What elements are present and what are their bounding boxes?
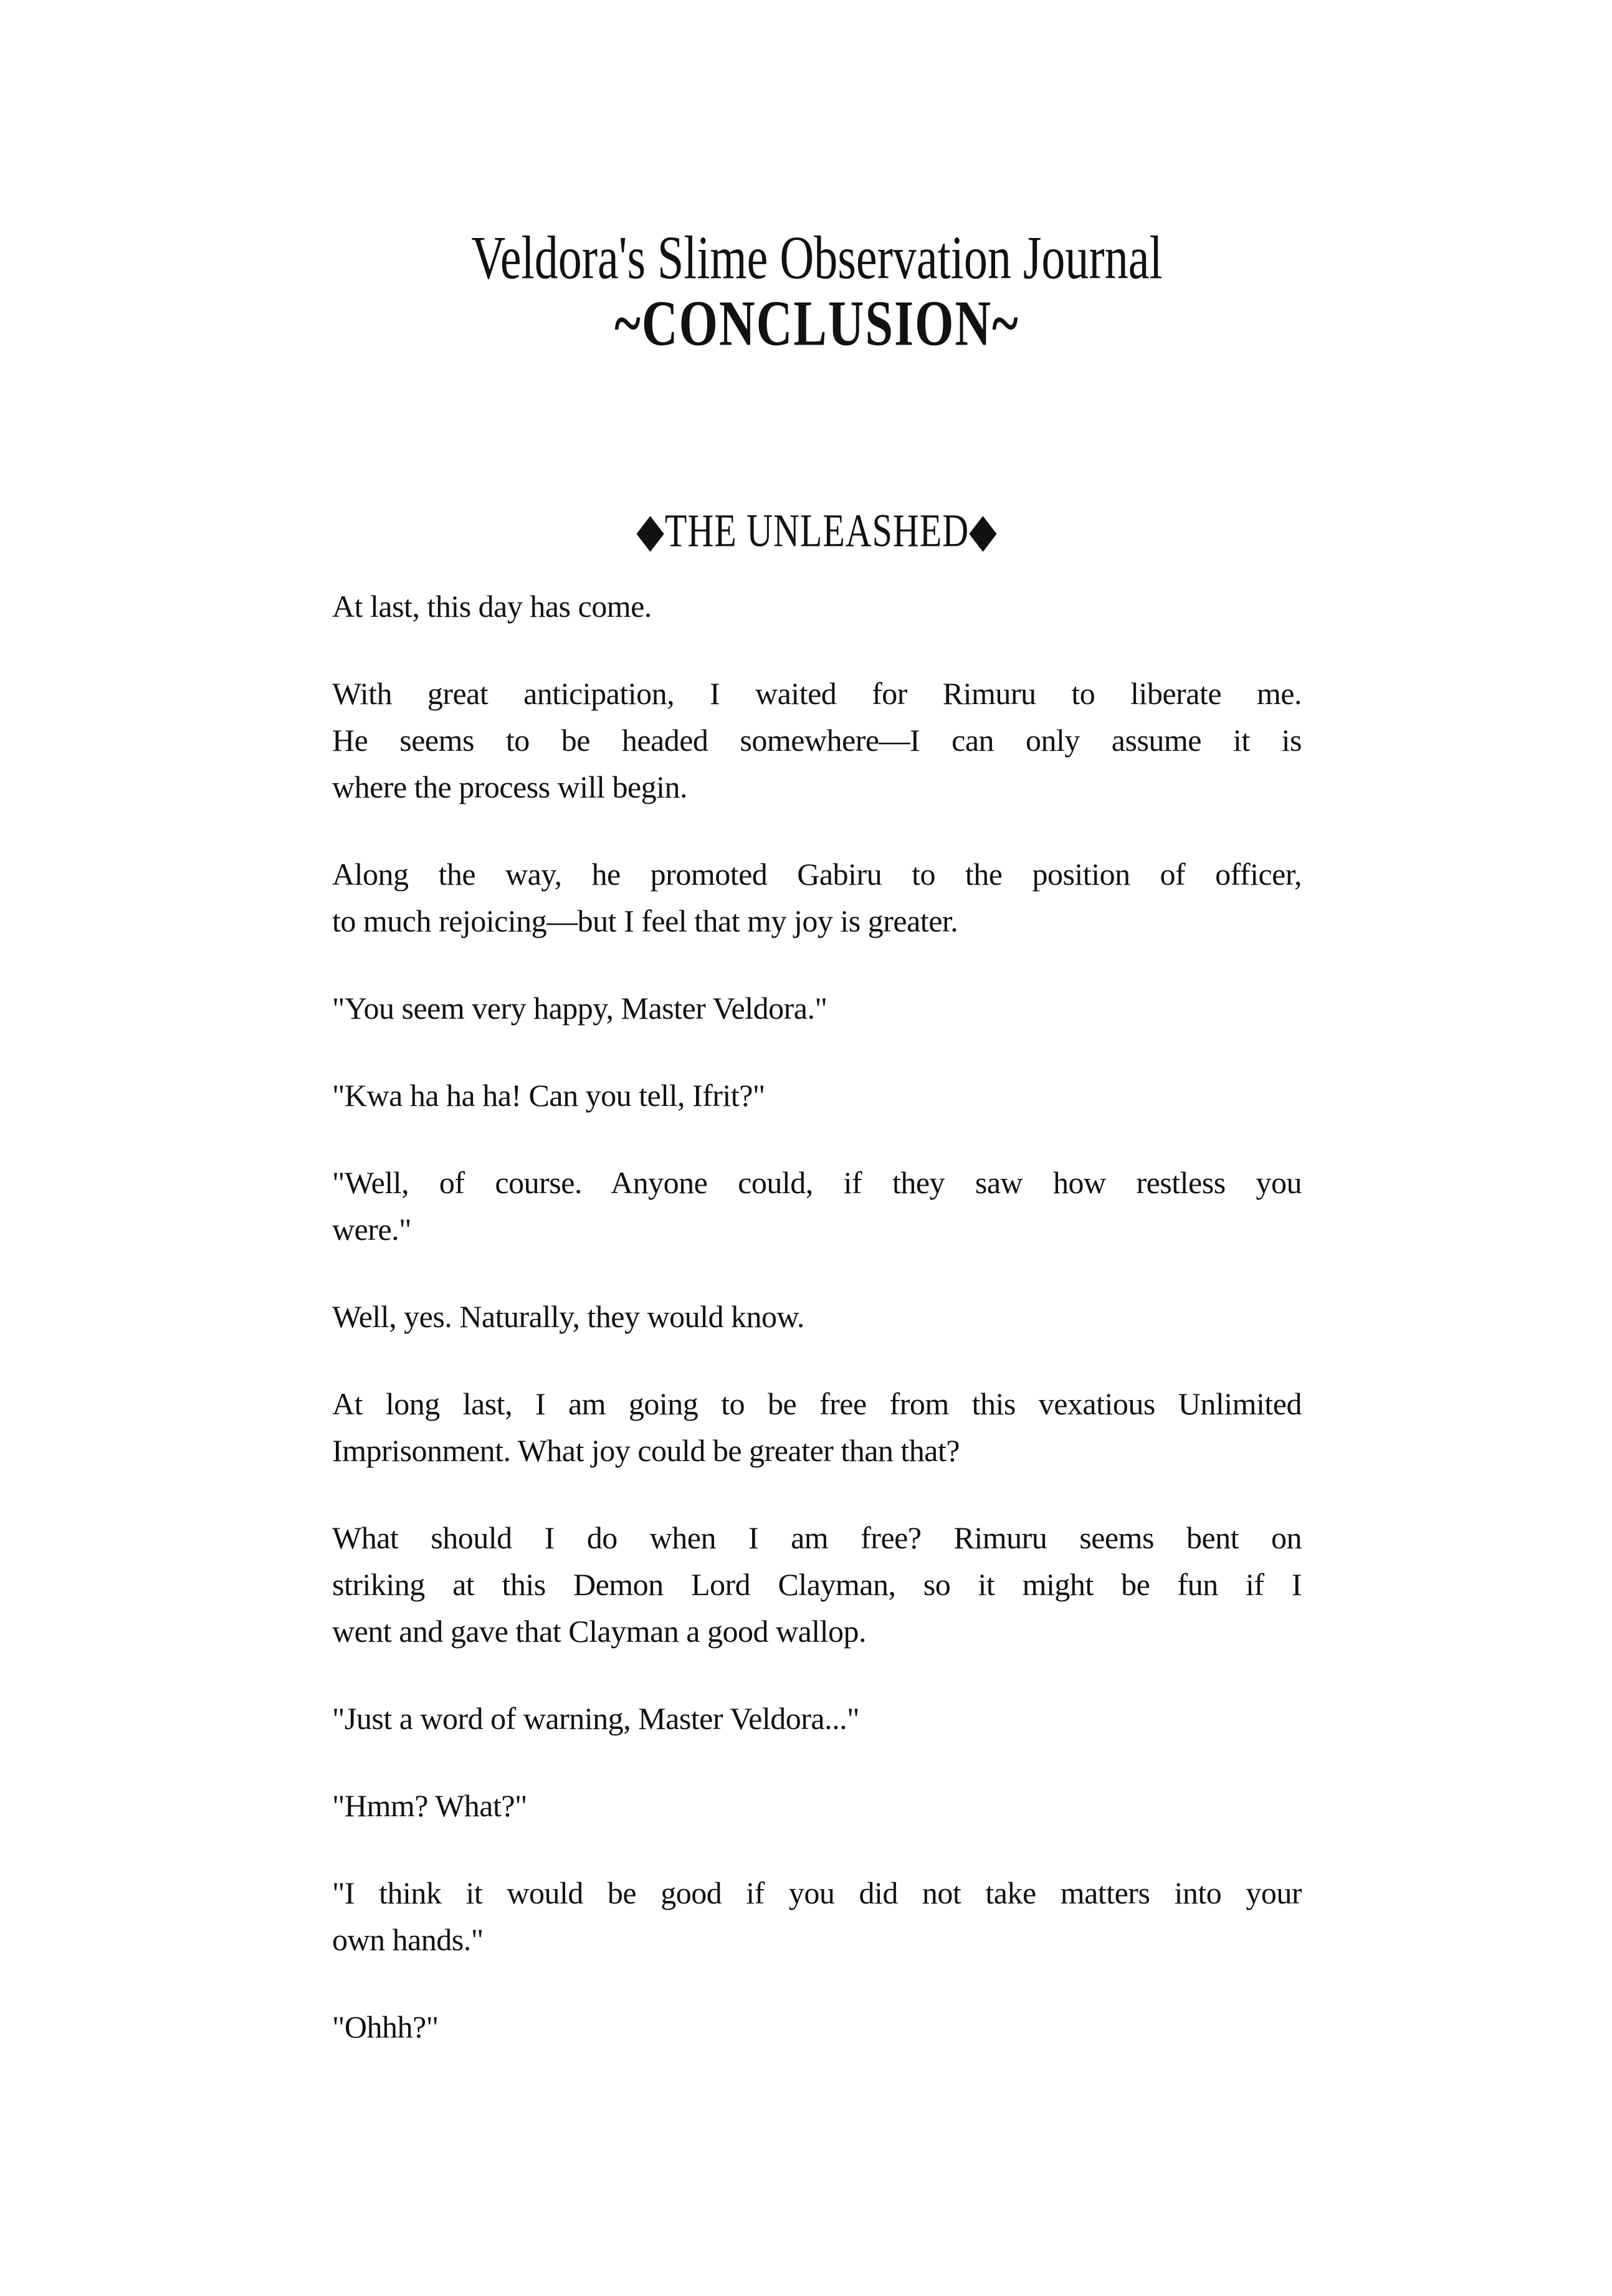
paragraph: [332, 985, 1302, 1032]
body-line: "Ohhh?": [332, 2009, 439, 2044]
body-line: own hands.": [332, 1922, 484, 1957]
body-line: "Hmm? What?": [332, 1788, 527, 1823]
body-line: "Kwa ha ha ha! Can you tell, Ifrit?": [332, 1078, 765, 1113]
body-line: "Well, of course. Anyone could, if they saw how restless you: [332, 1165, 1302, 1200]
paragraph: [332, 1293, 1302, 1340]
body-line: to much rejoicing—but I feel that my joy is greater.: [332, 903, 958, 938]
section-heading-text: ◆THE UNLEASHED◆: [636, 504, 998, 557]
paragraph: [332, 851, 1302, 945]
body-line: Along the way, he promoted Gabiru to the position of officer,: [332, 857, 1302, 892]
paragraph: [332, 670, 1302, 811]
page-subtitle-text: ~CONCLUSION~: [614, 288, 1019, 360]
paragraph: [332, 1870, 1302, 1963]
paragraph: [332, 1783, 1302, 1829]
page-subtitle: [332, 288, 1302, 360]
body-line: striking at this Demon Lord Clayman, so it might be fun if I: [332, 1567, 1302, 1602]
body-text: [332, 583, 1302, 2051]
text-column: [332, 0, 1302, 2091]
body-line: He seems to be headed somewhere—I can only assume it is: [332, 723, 1302, 758]
body-line: "I think it would be good if you did not take matters into your: [332, 1875, 1302, 1910]
body-line: Well, yes. Naturally, they would know.: [332, 1299, 804, 1334]
section-heading: [332, 504, 1302, 557]
body-line: "You seem very happy, Master Veldora.": [332, 991, 827, 1026]
paragraph: [332, 1160, 1302, 1253]
paragraph: [332, 583, 1302, 630]
body-line: What should I do when I am free? Rimuru seems bent on: [332, 1520, 1302, 1555]
paragraph: [332, 1381, 1302, 1474]
body-line: At long last, I am going to be free from this vexatious Unlimited: [332, 1386, 1302, 1421]
body-line: went and gave that Clayman a good wallop.: [332, 1614, 867, 1649]
paragraph: [332, 1695, 1302, 1742]
body-line: "Just a word of warning, Master Veldora...": [332, 1701, 860, 1736]
paragraph: [332, 1515, 1302, 1655]
body-line: where the process will begin.: [332, 769, 688, 804]
paragraph: [332, 1072, 1302, 1119]
body-line: At last, this day has come.: [332, 589, 652, 624]
paragraph: [332, 2004, 1302, 2051]
page-title-text: Veldora's Slime Observation Journal: [471, 224, 1163, 292]
body-line: With great anticipation, I waited for Rimuru to liberate me.: [332, 676, 1302, 711]
body-line: Imprisonment. What joy could be greater than that?: [332, 1433, 960, 1468]
body-line: were.": [332, 1212, 412, 1247]
page-title: [332, 224, 1302, 292]
